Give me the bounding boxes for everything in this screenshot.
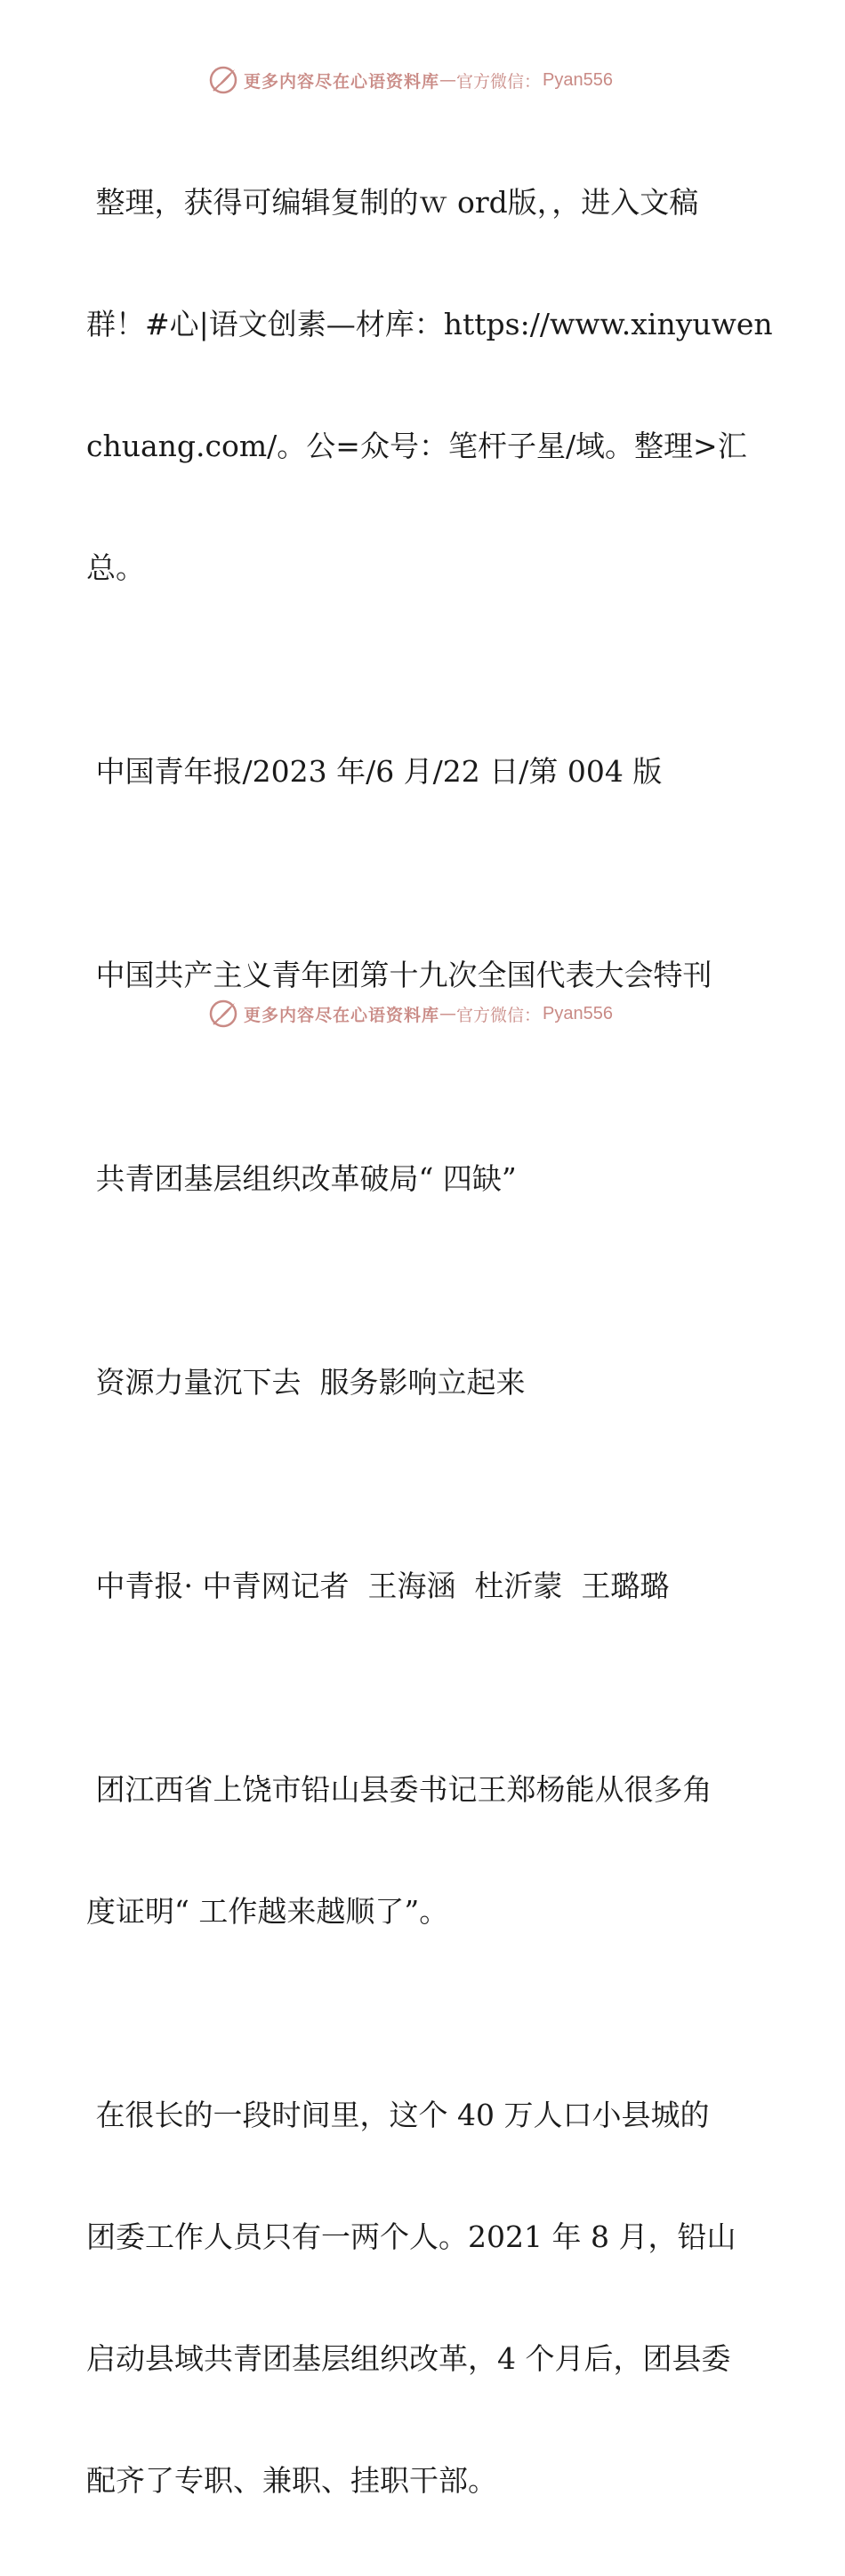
feather-logo-icon	[208, 999, 238, 1029]
headline-text: 共青团基层组织改革破局“ 四缺”	[86, 1161, 517, 1196]
body-line: 团江西省上饶市铅山县委书记王郑杨能从很多角	[86, 1772, 712, 1807]
body-line: 在很长的一段时间里，这个 40 万人口小县城的	[86, 2098, 710, 2132]
document-body	[86, 107, 773, 2576]
watermark-official-label: 官方微信：	[456, 71, 542, 92]
intro-line: chuang.com/。公=众号：笔杆子星/域。整理>汇	[86, 429, 747, 463]
watermark-wechat-id: Pyan556	[543, 1003, 613, 1023]
intro-line: 总。	[86, 550, 145, 585]
source-line	[86, 676, 762, 867]
subheadline	[86, 1287, 762, 1478]
footer-watermark	[0, 996, 845, 1031]
watermark-wechat-id: Pyan556	[543, 69, 613, 90]
headline	[86, 1083, 762, 1274]
feather-logo-icon	[208, 65, 238, 95]
body-line: 启动县域共青团基层组织改革，4 个月后，团县委	[86, 2341, 731, 2376]
body-line: 配齐了专职、兼职、挂职干部。	[86, 2463, 497, 2498]
watermark-dash: —	[439, 70, 457, 90]
byline-text: 中青报· 中青网记者 王海涵 杜沂蒙 王璐璐	[86, 1569, 670, 1603]
watermark-brand: 更多内容尽在心语资料库	[244, 71, 440, 92]
source-text: 中国青年报/2023 年/6 月/22 日/第 004 版	[86, 754, 663, 789]
body-line: 度证明“ 工作越来越顺了”。	[86, 1894, 449, 1929]
header-watermark	[0, 62, 845, 98]
subheadline-text: 资源力量沉下去 服务影响立起来	[86, 1365, 526, 1400]
body-paragraph	[86, 1694, 762, 2007]
body-line: 团委工作人员只有一两个人。2021 年 8 月，铅山	[86, 2219, 736, 2254]
body-paragraph	[86, 2019, 762, 2576]
watermark-official-label: 官方微信：	[456, 1005, 542, 1025]
column-line	[86, 879, 762, 1071]
watermark-brand: 更多内容尽在心语资料库	[244, 1005, 440, 1025]
watermark-dash: —	[439, 1004, 457, 1023]
column-text: 中国共产主义青年团第十九次全国代表大会特刊	[86, 958, 712, 992]
intro-paragraph	[86, 107, 773, 663]
intro-line: 群！#心|语文创素—材库：https://www.xinyuwen	[86, 307, 773, 341]
intro-line: 整理，获得可编辑复制的ｗ ord版，，进入文稿	[86, 185, 699, 220]
byline	[86, 1490, 762, 1681]
